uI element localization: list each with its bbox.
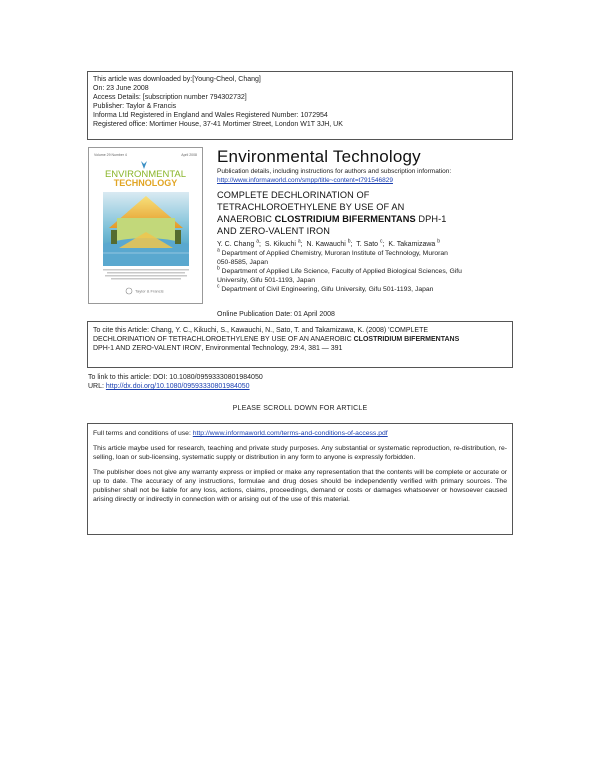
journal-cover-image — [88, 147, 203, 304]
journal-title: Environmental Technology — [217, 147, 421, 166]
terms-paragraph-disclaimer: The publisher does not give any warranty express or implied or make any representation that the contents will be complete or accurate or up to date. The accuracy of any instructions, formulae and drug doses should be independently verified with primary sources. The publisher shall not be liable for any loss, actions, claims, proceedings, demand or costs or damages whatsoever or howsoever caused arising directly or indirectly in connection with or arising out of the use of this material. — [93, 469, 507, 503]
article-title-line: AND ZERO-VALENT IRON — [217, 226, 330, 236]
author-list: Y. C. Chang $^a$; S. Kikuchi $^a$; N. Kawauchi $^b$; T. Sato $^c$; K. Takamizawa $^b$ — [217, 238, 441, 248]
author-name: T. Sato — [356, 241, 379, 248]
online-publication-date: Online Publication Date: 01 April 2008 — [217, 311, 335, 318]
publication-link[interactable]: http://www.informaworld.com/smpp/title~content=t791546829 — [217, 177, 393, 184]
download-info-line: Informa Ltd Registered in England and Wales Registered Number: 1072954 — [93, 112, 328, 119]
citation-line: DECHLORINATION OF TETRACHLOROETHYLENE BY USE OF AN ANAEROBIC — [93, 336, 352, 343]
affiliation-a — [217, 249, 517, 258]
cover-publisher-text: Taylor & Francis — [135, 288, 164, 294]
affiliation-text: Department of Applied Life Science, Faculty of Applied Biological Sciences, Gifu — [221, 268, 462, 275]
affiliation-a-cont: 050-8585, Japan — [217, 259, 269, 266]
download-info-line: Access Details: [subscription number 794302732] — [93, 94, 247, 101]
citation-box — [87, 321, 513, 368]
terms-link[interactable]: http://www.informaworld.com/terms-and-conditions-of-access.pdf — [192, 430, 388, 437]
cover-volume-text: Volume 29 Number 4 — [94, 153, 127, 157]
cover-title-line1: ENVIRONMENTAL — [104, 169, 187, 180]
author-affil-mark: b — [347, 238, 351, 245]
affiliation-text: Department of Applied Chemistry, Muroran Institute of Technology, Muroran — [221, 250, 448, 257]
terms-label: Full terms and conditions of use: — [93, 430, 191, 437]
publication-details: Publication details, including instructions for authors and subscription information: — [217, 168, 452, 175]
article-title-line: TETRACHLOROETHYLENE BY USE OF AN — [217, 202, 405, 212]
terms-paragraph-usage: This article maybe used for research, teaching and private study purposes. Any substantial or systematic reproduction, re-distribution, re-selling, loan or sub-licensing, systematic supply or distribution in any form to anyone is expressly forbidden. — [93, 445, 507, 461]
doi-text: To link to this article: DOI: 10.1080/09593330801984050 — [88, 374, 263, 381]
terms-box — [87, 423, 513, 535]
article-title-line: ANAEROBIC — [217, 214, 273, 224]
article-title-line: COMPLETE DECHLORINATION OF — [217, 190, 370, 200]
scroll-notice: PLEASE SCROLL DOWN FOR ARTICLE — [232, 405, 368, 412]
download-info-line: On: 23 June 2008 — [93, 85, 149, 92]
author-affil-mark: a — [256, 238, 259, 245]
author-name: S. Kikuchi — [264, 241, 296, 248]
affil-mark: c — [217, 283, 220, 290]
affil-mark: b — [217, 265, 220, 272]
cover-title-line2: TECHNOLOGY — [113, 178, 178, 188]
url-label: URL: — [88, 383, 104, 390]
author-affil-mark: c — [380, 238, 383, 245]
citation-line: DPH-1 AND ZERO-VALENT IRON', Environmental Technology, 29:4, 381 — 391 — [93, 345, 343, 352]
citation-line: To cite this Article: Chang, Y. C., Kikuchi, S., Kawauchi, N., Sato, T. and Takamizawa, K. (2008) 'COMPLETE — [93, 327, 429, 334]
article-title-line: DPH-1 — [418, 214, 447, 224]
affiliation-text: Department of Civil Engineering, Gifu University, Gifu 501-1193, Japan — [221, 286, 434, 293]
cover-artwork-icon — [103, 192, 189, 266]
organism-name: CLOSTRIDIUM BIFERMENTANS — [274, 214, 416, 224]
article-links — [88, 373, 263, 391]
download-info-line: Publisher: Taylor & Francis — [93, 103, 177, 110]
author-name: Y. C. Chang — [217, 241, 255, 248]
author-affil-mark: a — [297, 238, 301, 245]
author-name: K. Takamizawa — [388, 241, 436, 248]
doi-url-link[interactable]: http://dx.doi.org/10.1080/09593330801984050 — [105, 383, 250, 390]
affiliation-c — [217, 285, 517, 294]
article-title — [217, 189, 517, 237]
download-info-box — [87, 71, 513, 140]
citation-organism: CLOSTRIDIUM BIFERMENTANS — [353, 336, 460, 343]
article-info — [217, 147, 517, 294]
download-info-line: This article was downloaded by:[Young-Cheol, Chang] — [93, 76, 261, 83]
affiliation-b-cont: University, Gifu 501-1193, Japan — [217, 277, 315, 284]
affiliation-b — [217, 267, 517, 276]
affil-mark: a — [217, 247, 220, 254]
author-affil-mark: b — [437, 238, 441, 245]
cover-date-text: April 2008 — [181, 153, 197, 157]
author-name: N. Kawauchi — [306, 241, 346, 248]
download-info-line: Registered office: Mortimer House, 37-41 Mortimer Street, London W1T 3JH, UK — [93, 121, 343, 128]
